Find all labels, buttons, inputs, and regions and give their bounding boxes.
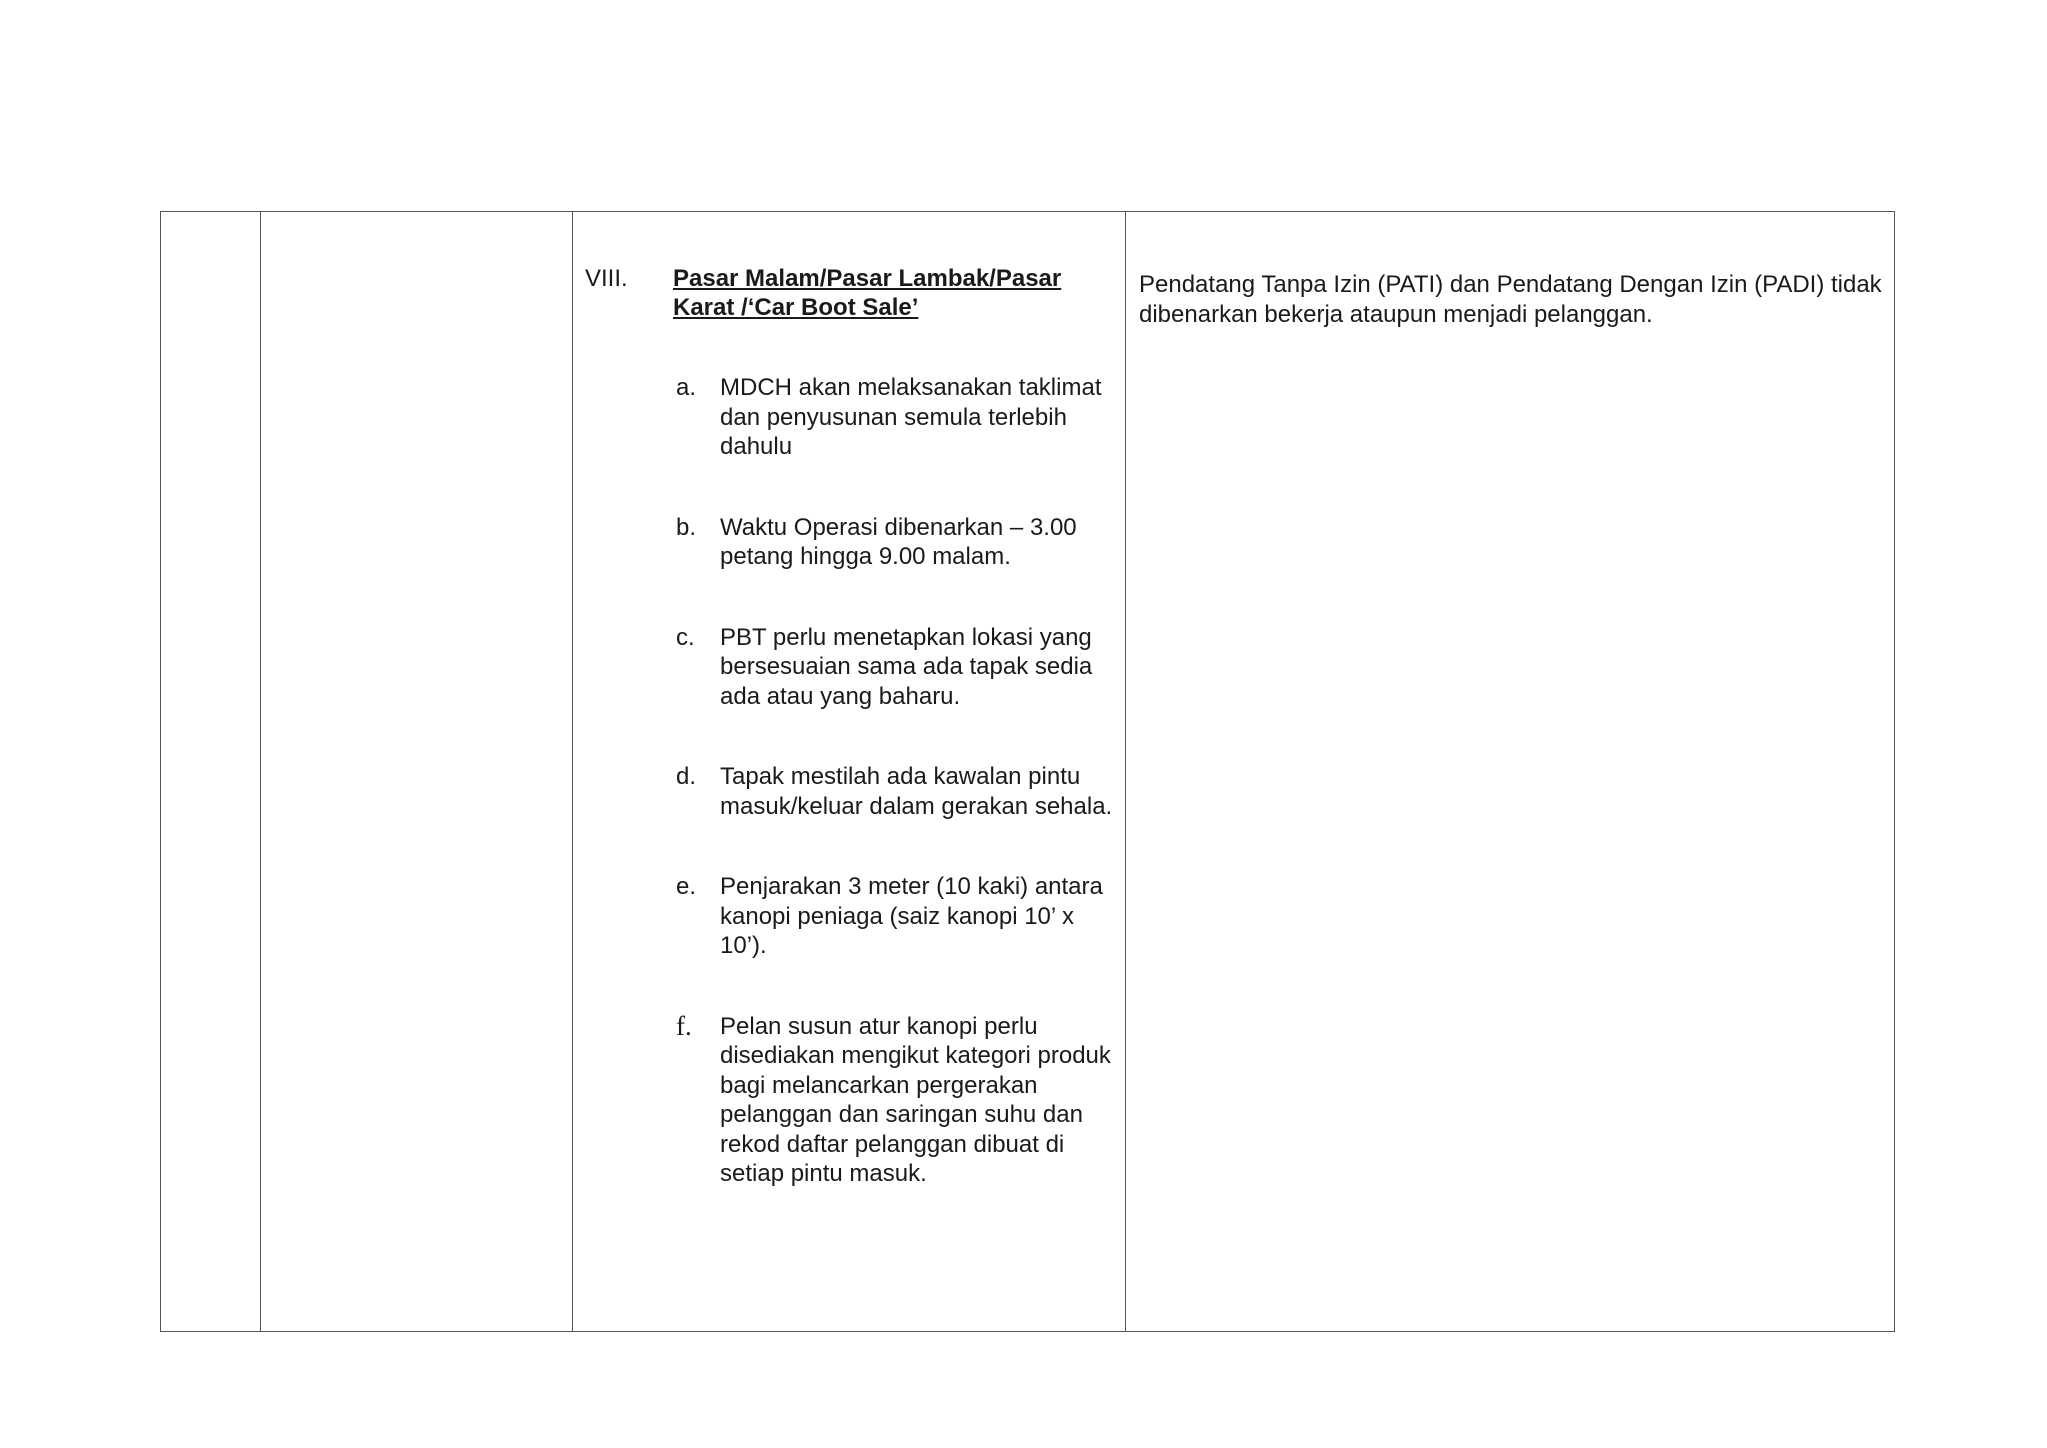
section-title: Pasar Malam/Pasar Lambak/Pasar Karat /‘Car Boot Sale’ <box>673 265 1062 321</box>
item-letter: e. <box>676 873 697 900</box>
table-column-notes <box>1126 212 1894 1331</box>
item-text: Waktu Operasi dibenarkan – 3.00 petang hingga 9.00 malam. <box>720 513 1077 570</box>
item-text: MDCH akan melaksanakan taklimat dan penyusunan semula terlebih dahulu <box>720 374 1102 460</box>
list-item <box>676 373 1121 462</box>
table-column-category <box>261 212 573 1331</box>
list-item <box>676 513 1121 572</box>
sop-list <box>676 373 1121 1189</box>
section-numeral: VIII. <box>585 265 628 292</box>
list-item <box>676 762 1121 821</box>
section-heading <box>585 264 1105 322</box>
item-text: Pelan susun atur kanopi perlu disediakan mengikut kategori produk bagi melancarkan pergerakan pelanggan dan saringan suhu dan rekod daftar pelanggan dibuat di setiap pintu masuk. <box>720 1012 1111 1187</box>
list-item <box>676 1012 1121 1189</box>
list-item <box>676 623 1121 712</box>
item-letter: b. <box>676 513 697 541</box>
note-text: Pendatang Tanpa Izin (PATI) dan Pendatang Dengan Izin (PADI) tidak dibenarkan bekerja ataupun menjadi pelanggan. <box>1139 271 1882 328</box>
list-item <box>676 872 1121 961</box>
table-column-number <box>161 212 261 1331</box>
item-letter: f. <box>676 1010 692 1041</box>
item-text: PBT perlu menetapkan lokasi yang bersesuaian sama ada tapak sedia ada atau yang baharu. <box>720 623 1093 710</box>
item-letter: c. <box>676 623 695 651</box>
item-letter: a. <box>676 374 697 401</box>
item-letter: d. <box>676 763 697 790</box>
item-text: Penjarakan 3 meter (10 kaki) antara kanopi peniaga (saiz kanopi 10’ x 10’). <box>720 873 1103 959</box>
document-table <box>160 211 1895 1332</box>
item-text: Tapak mestilah ada kawalan pintu masuk/keluar dalam gerakan sehala. <box>720 763 1113 820</box>
table-column-sop <box>573 212 1126 1331</box>
